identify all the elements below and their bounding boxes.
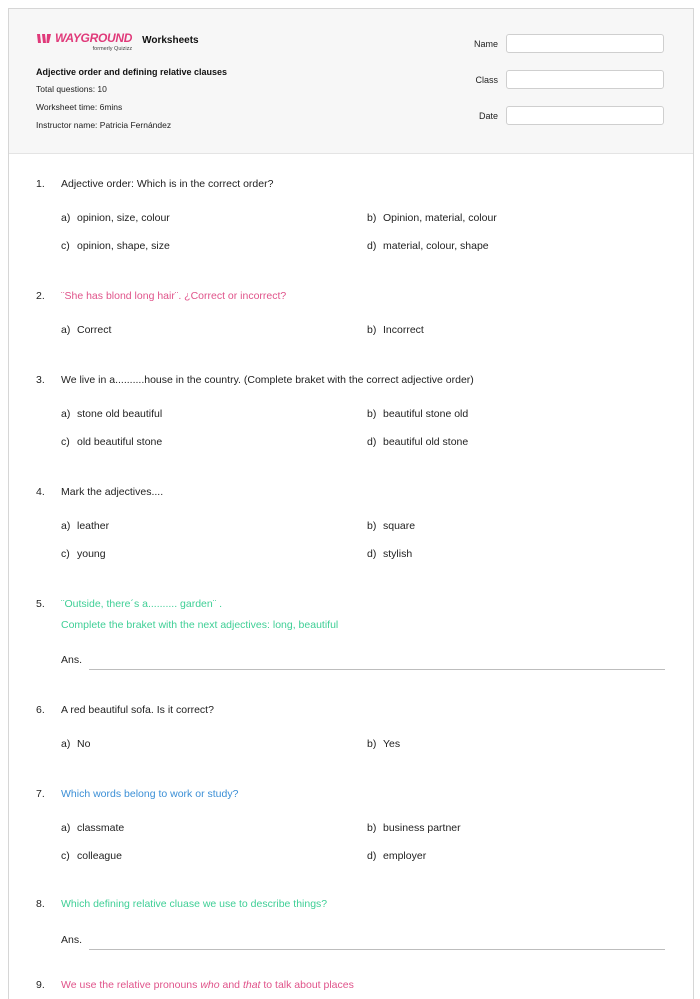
worksheet-header — [9, 9, 693, 154]
option-letter: b) — [367, 822, 377, 834]
option[interactable] — [61, 324, 111, 336]
logo-text: WAYGROUND — [55, 31, 133, 45]
option-letter: b) — [367, 738, 377, 750]
worksheet-page — [8, 8, 694, 999]
option-letter: a) — [61, 324, 71, 336]
total-questions: Total questions: 10 — [36, 84, 107, 94]
option-letter: a) — [61, 408, 71, 420]
question-number: 5. — [36, 598, 45, 610]
question-text: We live in a..........house in the country. (Complete braket with the correct adjective order) — [61, 374, 474, 386]
option-text: young — [77, 548, 106, 560]
option-letter: b) — [367, 520, 377, 532]
question-text: Which defining relative cluase we use to describe things? — [61, 898, 328, 910]
answer-line[interactable] — [89, 669, 665, 670]
worksheet-title: Adjective order and defining relative clauses — [36, 67, 228, 77]
question-text: ¨Outside, there´s a.......... garden¨ . — [61, 598, 223, 610]
question-number: 6. — [36, 704, 45, 716]
option-text: old beautiful stone — [77, 436, 163, 448]
wayground-logo-icon — [36, 32, 52, 44]
option-letter: c) — [61, 548, 70, 560]
option-letter: b) — [367, 212, 377, 224]
option[interactable] — [367, 548, 412, 560]
option-text: colleague — [77, 850, 122, 862]
question-number: 1. — [36, 178, 45, 190]
option-letter: c) — [61, 436, 70, 448]
worksheet-time: Worksheet time: 6mins — [36, 102, 123, 112]
option[interactable] — [61, 212, 170, 224]
question-text: ¨She has blond long hair¨. ¿Correct or incorrect? — [61, 290, 287, 302]
option-text: No — [77, 738, 91, 750]
option[interactable] — [367, 850, 426, 862]
option-text: Incorrect — [383, 324, 424, 336]
question-text-italic: that — [242, 979, 261, 991]
option[interactable] — [61, 738, 90, 750]
option[interactable] — [367, 520, 415, 532]
question-number: 2. — [36, 290, 45, 302]
option-text: leather — [77, 520, 110, 532]
option-text: stone old beautiful — [77, 408, 163, 420]
option[interactable] — [61, 548, 106, 560]
option[interactable] — [367, 212, 497, 224]
option-text: opinion, size, colour — [77, 212, 170, 224]
option[interactable] — [367, 822, 461, 834]
option-text: classmate — [77, 822, 125, 834]
question-text: A red beautiful sofa. Is it correct? — [61, 704, 214, 716]
name-label: Name — [473, 39, 498, 49]
logo-subtitle: formerly Quizizz — [92, 46, 133, 52]
option[interactable] — [61, 822, 124, 834]
question-text-part: to talk about places — [260, 979, 354, 991]
option-letter: a) — [61, 822, 71, 834]
class-label: Class — [475, 75, 498, 85]
question-text: Complete the braket with the next adjectives: long, beautiful — [61, 619, 339, 631]
option[interactable] — [61, 850, 122, 862]
option[interactable] — [61, 520, 109, 532]
question-text-part: We use the relative pronouns — [61, 979, 201, 991]
question-number: 7. — [36, 788, 45, 800]
brand — [36, 31, 199, 52]
option[interactable] — [367, 324, 424, 336]
question-text: Adjective order: Which is in the correct order? — [61, 178, 274, 190]
question-text: Mark the adjectives.... — [61, 486, 164, 498]
option-text: Yes — [383, 738, 401, 750]
option-text: square — [383, 520, 416, 532]
answer-label: Ans. — [61, 654, 83, 666]
option-letter: d) — [367, 548, 377, 560]
class-field[interactable] — [506, 70, 664, 89]
option-text: business partner — [383, 822, 461, 834]
question-number: 8. — [36, 898, 45, 910]
option-text: Opinion, material, colour — [383, 212, 497, 224]
option-letter: d) — [367, 240, 377, 252]
question-text-italic: who — [200, 979, 220, 991]
option-letter: b) — [367, 408, 377, 420]
option-text: Correct — [77, 324, 112, 336]
option-text: material, colour, shape — [383, 240, 489, 252]
date-field[interactable] — [506, 106, 664, 125]
question-number: 9. — [36, 979, 45, 991]
option-letter: d) — [367, 850, 377, 862]
option-letter: b) — [367, 324, 377, 336]
option-text: employer — [383, 850, 427, 862]
option-letter: c) — [61, 240, 70, 252]
option[interactable] — [367, 738, 400, 750]
question-number: 3. — [36, 374, 45, 386]
logo — [36, 31, 132, 52]
option-text: beautiful stone old — [383, 408, 469, 420]
option[interactable] — [61, 408, 162, 420]
option-text: stylish — [383, 548, 413, 560]
option-letter: a) — [61, 738, 71, 750]
option[interactable] — [61, 436, 162, 448]
question-text — [61, 979, 354, 991]
option-letter: c) — [61, 850, 70, 862]
instructor-name: Instructor name: Patricia Fernández — [36, 120, 172, 130]
option[interactable] — [367, 408, 468, 420]
question-text-part: and — [219, 979, 243, 991]
option-letter: d) — [367, 436, 377, 448]
question-text: Which words belong to work or study? — [61, 788, 239, 800]
option[interactable] — [367, 240, 489, 252]
option-text: opinion, shape, size — [77, 240, 170, 252]
answer-label: Ans. — [61, 934, 83, 946]
option[interactable] — [367, 436, 468, 448]
option[interactable] — [61, 240, 170, 252]
option-letter: a) — [61, 520, 71, 532]
date-label: Date — [478, 111, 498, 121]
brand-title: Worksheets — [142, 35, 199, 46]
name-field[interactable] — [506, 34, 664, 53]
option-text: beautiful old stone — [383, 436, 469, 448]
answer-line[interactable] — [89, 949, 665, 950]
question-number: 4. — [36, 486, 45, 498]
option-letter: a) — [61, 212, 71, 224]
